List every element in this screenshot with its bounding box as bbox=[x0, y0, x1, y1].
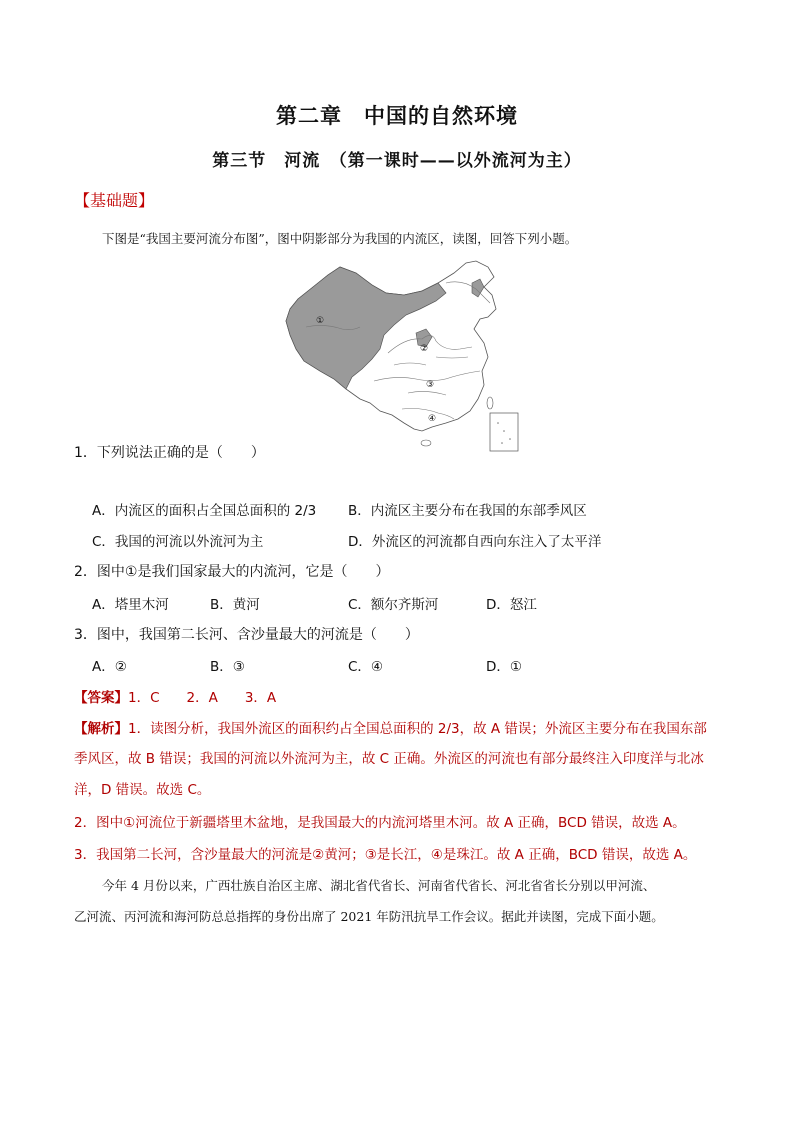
question-1: 1．下列说法正确的是（ ） bbox=[74, 445, 265, 461]
analysis-line-1 bbox=[74, 717, 707, 737]
passage-line-2: 乙河流、丙河流和海河防总总指挥的身份出席了 2021 年防汛抗旱工作会议。据此并读图，完成下面小题。 bbox=[74, 909, 664, 924]
intro-text: 下图是“我国主要河流分布图”，图中阴影部分为我国的内流区，读图，回答下列小题。 bbox=[102, 231, 578, 246]
analysis-item-2: 2．图中①河流位于新疆塔里木盆地，是我国最大的内流河塔里木河。故 A 正确，BCD 错误，故选 A。 bbox=[74, 815, 686, 831]
q2-option-a: A．塔里木河 bbox=[92, 597, 169, 613]
q1-option-c: C．我国的河流以外流河为主 bbox=[92, 534, 264, 550]
answer-line bbox=[74, 686, 276, 706]
section-title: 第三节 河流 （第一课时——以外流河为主） bbox=[212, 151, 582, 171]
analysis-line-3: 洋，D 错误。故选 C。 bbox=[74, 782, 211, 798]
map-label-1: ① bbox=[316, 316, 325, 326]
analysis-line-2: 季风区，故 B 错误；我国的河流以外流河为主，故 C 正确。外流区的河流也有部分最终注入印度洋与北冰 bbox=[74, 751, 704, 767]
question-3: 3．图中，我国第二长河、含沙量最大的河流是（ ） bbox=[74, 627, 419, 643]
inland-region bbox=[286, 267, 446, 389]
analysis-item-3: 3．我国第二长河，含沙量最大的河流是②黄河；③是长江，④是珠江。故 A 正确，BCD 错误，故选 A。 bbox=[74, 847, 697, 863]
river-heilong bbox=[446, 282, 490, 303]
china-river-map bbox=[276, 253, 528, 457]
inland-region-ne bbox=[472, 279, 484, 297]
q1-option-b: B．内流区主要分布在我国的东部季风区 bbox=[348, 503, 587, 519]
q3-option-d: D．① bbox=[486, 659, 522, 675]
answer-text: 1．C 2．A 3．A bbox=[128, 690, 277, 706]
passage-line-1: 今年 4 月份以来，广西壮族自治区主席、湖北省代省长、河南省代省长、河北省省长分别以甲河流、 bbox=[102, 878, 656, 893]
q1-option-d: D．外流区的河流都自西向东注入了太平洋 bbox=[348, 534, 602, 550]
answer-label: 【答案】 bbox=[74, 690, 128, 706]
map-label-3: ③ bbox=[426, 380, 435, 390]
q2-option-d: D．怒江 bbox=[486, 597, 537, 613]
q3-option-a: A．② bbox=[92, 659, 127, 675]
south-sea-inset bbox=[490, 413, 518, 451]
q3-option-c: C．④ bbox=[348, 659, 384, 675]
q2-option-b: B．黄河 bbox=[210, 597, 260, 613]
analysis-label: 【解析】 bbox=[74, 721, 128, 737]
analysis-text-1: 1．读图分析，我国外流区的面积约占全国总面积的 2/3，故 A 错误；外流区主要分布在我国东部 bbox=[128, 721, 707, 737]
map-label-4: ④ bbox=[428, 414, 437, 424]
q3-option-b: B．③ bbox=[210, 659, 245, 675]
taiwan-island bbox=[487, 397, 493, 409]
q1-option-a: A．内流区的面积占全国总面积的 2/3 bbox=[92, 503, 317, 519]
chapter-title: 第二章 中国的自然环境 bbox=[276, 104, 518, 128]
hainan-island bbox=[421, 440, 431, 446]
map-label-2: ② bbox=[420, 344, 429, 354]
question-2: 2．图中①是我们国家最大的内流河，它是（ ） bbox=[74, 564, 390, 580]
q2-option-c: C．额尔齐斯河 bbox=[348, 597, 439, 613]
section-tag: 【基础题】 bbox=[74, 191, 155, 210]
